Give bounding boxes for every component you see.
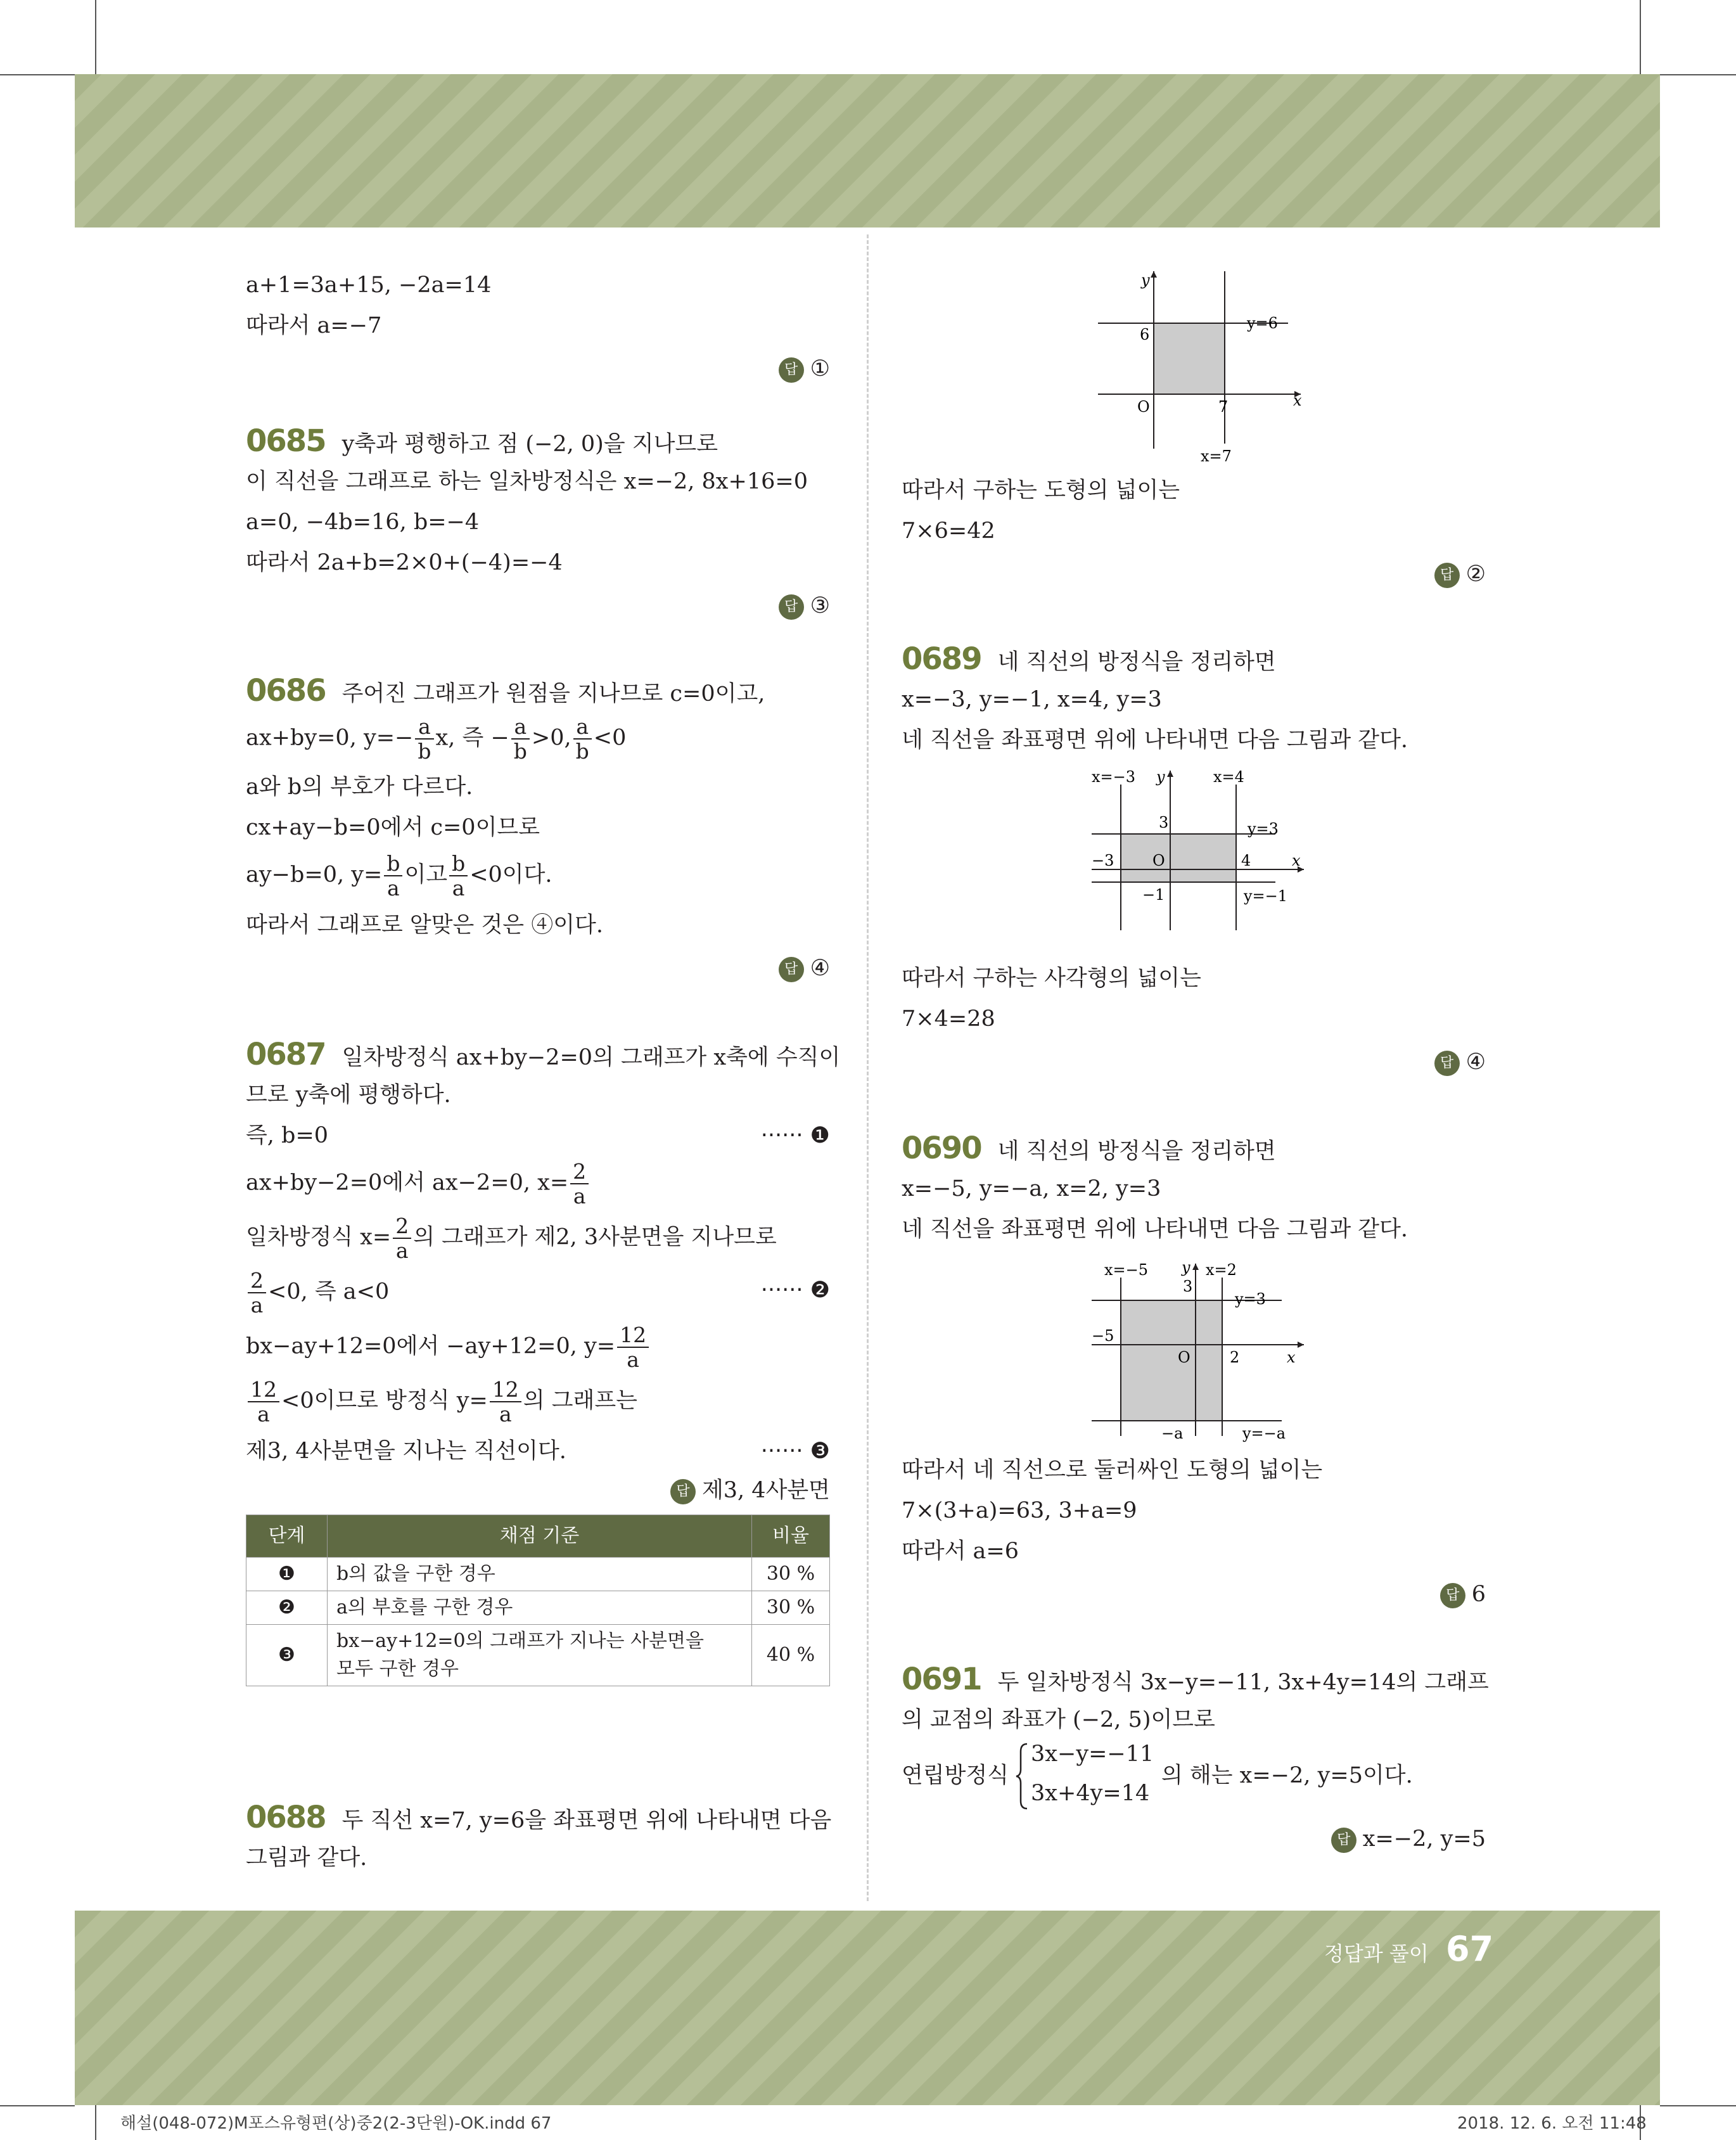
text-line: 연립방정식	[902, 1763, 1009, 1788]
answer: 답 ①	[779, 349, 830, 389]
text-line: 7×4=28	[902, 1006, 995, 1032]
line-label: y=−1	[1244, 887, 1288, 905]
graph-0690	[1085, 1259, 1326, 1449]
text-line: x=−5, y=−a, x=2, y=3	[902, 1176, 1161, 1201]
tick-label: 6	[1140, 326, 1150, 343]
answer: 답 ③	[779, 586, 830, 626]
text-line: 따라서 2a+b=2×0+(−4)=−4	[246, 550, 563, 575]
formula-line: ay−b=0, y= $\frac{b}{a}$ 이고 $\frac{b}{a}$ <0이다.	[246, 851, 552, 900]
tick-label: −1	[1142, 886, 1165, 904]
problem-0690-line: 0690 네 직선의 방정식을 정리하면	[902, 1131, 1276, 1166]
y-axis-label: y	[1182, 1259, 1190, 1276]
fraction: $\frac{a}{b}$	[415, 716, 433, 762]
text-line: 따라서 구하는 사각형의 넓이는	[902, 966, 1201, 991]
answer: 답 ④	[1434, 1042, 1486, 1082]
answer-badge: 답	[779, 957, 804, 982]
tick-label: −5	[1092, 1327, 1114, 1345]
fraction: $\frac{2}{a}$	[393, 1215, 411, 1261]
x-axis-label: x	[1293, 392, 1302, 409]
file-name: 해설(048-072)M포스유형편(상)중2(2-3단원)-OK.indd 67	[120, 2114, 552, 2133]
problem-number: 0689	[902, 641, 981, 677]
origin-label: O	[1152, 852, 1165, 869]
text-line: 네 직선을 좌표평면 위에 나타내면 다음 그림과 같다.	[902, 727, 1408, 753]
line-label: x=4	[1213, 768, 1244, 786]
answer-badge: 답	[1331, 1828, 1356, 1853]
text-line: 따라서 a=−7	[246, 313, 382, 338]
text-line: 이 직선을 그래프로 하는 일차방정식은 x=−2, 8x+16=0	[246, 469, 808, 494]
problem-0689-line: 0689 네 직선의 방정식을 정리하면	[902, 641, 1276, 677]
step-marker: ······ ❶	[760, 1123, 830, 1148]
line-label: x=−5	[1104, 1261, 1149, 1279]
answer-badge: 답	[779, 594, 804, 620]
tick-label: 3	[1183, 1278, 1193, 1295]
formula-line: ax+by=0, y=− $\frac{a}{b}$ x, 즉 − $\frac{a}{b}$ >0, $\frac{a}{b}$ <0	[246, 714, 627, 764]
text-line: 7×(3+a)=63, 3+a=9	[902, 1498, 1137, 1523]
problem-number: 0688	[246, 1800, 326, 1835]
answer-badge: 답	[670, 1479, 696, 1504]
line-label: y=3	[1248, 820, 1279, 838]
formula-line: bx−ay+12=0에서 −ay+12=0, y= $\frac{12}{a}$	[246, 1324, 651, 1370]
print-date: 2018. 12. 6. 오전 11:48	[1457, 2114, 1647, 2133]
problem-number: 0687	[246, 1037, 326, 1072]
crop-mark	[1660, 2105, 1736, 2106]
problem-0686-line: 0686 주어진 그래프가 원점을 지나므로 c=0이고,	[246, 673, 765, 708]
fraction: $\frac{a}{b}$	[573, 716, 592, 762]
answer: 답 6	[1440, 1574, 1486, 1615]
problem-number: 0691	[902, 1662, 981, 1697]
text-line: a=0, −4b=16, b=−4	[246, 509, 480, 535]
tick-label: −a	[1161, 1425, 1184, 1442]
answer: 답 ④	[779, 948, 830, 989]
table-row: ❷ a의 부호를 구한 경우 30 %	[246, 1591, 830, 1625]
crop-mark	[1660, 74, 1736, 75]
line-label: y=3	[1235, 1290, 1266, 1308]
problem-0685-line: 0685 y축과 평행하고 점 (−2, 0)을 지나므로	[246, 423, 718, 459]
tick-label: 3	[1159, 814, 1169, 831]
problem-number: 0690	[902, 1131, 981, 1166]
section-label: 정답과 풀이	[1324, 1942, 1429, 1966]
crop-mark	[1640, 0, 1641, 74]
shaded-region	[1121, 1300, 1222, 1421]
table-row: ❶ b의 값을 구한 경우 30 %	[246, 1558, 830, 1591]
line-label: y=−a	[1242, 1425, 1286, 1442]
text-line: 므로 y축에 평행하다.	[246, 1082, 451, 1108]
crop-mark	[95, 0, 96, 74]
tick-label: 2	[1230, 1349, 1240, 1366]
system-brace	[1014, 1741, 1030, 1811]
fraction: $\frac{2}{a}$	[248, 1270, 266, 1316]
line-label: x=−3	[1092, 768, 1136, 786]
text-line: 네 직선을 좌표평면 위에 나타내면 다음 그림과 같다.	[902, 1217, 1408, 1242]
page-number: 67	[1446, 1929, 1494, 1969]
text-line: 따라서 네 직선으로 둘러싸인 도형의 넓이는	[902, 1458, 1323, 1483]
line-label: x=7	[1201, 447, 1232, 465]
text-line: 따라서 a=6	[902, 1539, 1019, 1564]
text-line: 따라서 구하는 도형의 넓이는	[902, 478, 1180, 503]
answer-badge: 답	[779, 357, 804, 383]
fraction: $\frac{12}{a}$	[617, 1324, 649, 1370]
text-line: x=−3, y=−1, x=4, y=3	[902, 687, 1162, 712]
text-line: 의 교점의 좌표가 (−2, 5)이므로	[902, 1707, 1215, 1733]
table-header: 단계	[246, 1515, 328, 1558]
y-axis-arrow	[1167, 771, 1173, 777]
table-header-row	[246, 1515, 830, 1558]
crop-mark	[95, 2105, 96, 2140]
tick-label: 4	[1241, 852, 1251, 869]
shaded-region	[1154, 323, 1225, 394]
tick-label: 7	[1218, 398, 1229, 416]
equation: 3x−y=−11	[1031, 1741, 1154, 1767]
graph-0688	[1092, 265, 1307, 474]
x-axis-label: x	[1287, 1349, 1296, 1366]
scoring-table	[246, 1515, 830, 1686]
fraction: $\frac{a}{b}$	[511, 716, 530, 762]
answer: 답 ②	[1434, 554, 1486, 594]
table-header: 채점 기준	[328, 1515, 752, 1558]
shaded-region	[1121, 834, 1236, 882]
text-line: 제3, 4사분면을 지나는 직선이다.	[246, 1438, 566, 1464]
answer: 답 제3, 4사분면	[670, 1470, 830, 1511]
tick-label: −3	[1092, 852, 1114, 869]
line-label: x=2	[1206, 1261, 1237, 1279]
problem-0691-line: 0691 두 일차방정식 3x−y=−11, 3x+4y=14의 그래프	[902, 1662, 1489, 1697]
table-row: ❸ bx−ay+12=0의 그래프가 지나는 사분면을 모두 구한 경우 40 %	[246, 1625, 830, 1686]
crop-mark	[0, 74, 75, 75]
x-axis-arrow	[1298, 1342, 1304, 1348]
text-line: a와 b의 부호가 다르다.	[246, 774, 473, 800]
text-line: a+1=3a+15, −2a=14	[246, 272, 492, 298]
header-band	[75, 74, 1660, 227]
answer: 답 x=−2, y=5	[1331, 1819, 1486, 1859]
answer-badge: 답	[1440, 1583, 1465, 1608]
text-line: 그림과 같다.	[246, 1845, 367, 1871]
text-line: 7×6=42	[902, 518, 995, 544]
text-line: 따라서 그래프로 알맞은 것은 ④이다.	[246, 913, 603, 938]
y-axis-label: y	[1141, 271, 1150, 289]
answer-badge: 답	[1434, 1051, 1460, 1076]
crop-mark	[0, 2105, 75, 2106]
fraction: $\frac{12}{a}$	[490, 1379, 521, 1425]
x-axis-label: x	[1292, 852, 1301, 869]
origin-label: O	[1137, 398, 1150, 416]
text-line: 즉, b=0	[246, 1123, 329, 1148]
step-marker: ······ ❸	[760, 1438, 830, 1464]
problem-number: 0685	[246, 423, 326, 459]
y-axis-label: y	[1156, 768, 1165, 786]
column-divider	[867, 234, 869, 1901]
fraction: $\frac{b}{a}$	[449, 853, 468, 899]
fraction: $\frac{b}{a}$	[384, 853, 402, 899]
text-line: 의 해는 x=−2, y=5이다.	[1161, 1763, 1413, 1788]
formula-line: $\frac{2}{a}$ <0, 즉 a<0	[246, 1270, 389, 1316]
fraction: $\frac{2}{a}$	[570, 1161, 589, 1207]
formula-line: $\frac{12}{a}$ <0이므로 방정식 y= $\frac{12}{a}$ 의 그래프는	[246, 1379, 637, 1425]
y-axis-arrow	[1151, 271, 1157, 278]
formula-line: 일차방정식 x= $\frac{2}{a}$ 의 그래프가 제2, 3사분면을 지나므로	[246, 1214, 777, 1263]
problem-0687-line: 0687 일차방정식 ax+by−2=0의 그래프가 x축에 수직이	[246, 1037, 841, 1072]
step-marker: ······ ❷	[760, 1278, 830, 1303]
graph-0689	[1085, 766, 1326, 956]
fraction: $\frac{12}{a}$	[248, 1379, 279, 1425]
text-line: cx+ay−b=0에서 c=0이므로	[246, 815, 540, 840]
line-label: y=6	[1247, 314, 1278, 332]
problem-0688-line: 0688 두 직선 x=7, y=6을 좌표평면 위에 나타내면 다음	[246, 1800, 832, 1835]
formula-line: ax+by−2=0에서 ax−2=0, x= $\frac{2}{a}$	[246, 1161, 590, 1207]
equation: 3x+4y=14	[1031, 1781, 1150, 1806]
y-axis-arrow	[1192, 1264, 1199, 1270]
origin-label: O	[1178, 1349, 1190, 1366]
problem-number: 0686	[246, 673, 326, 708]
table-header: 비율	[752, 1515, 830, 1558]
answer-badge: 답	[1434, 563, 1460, 588]
